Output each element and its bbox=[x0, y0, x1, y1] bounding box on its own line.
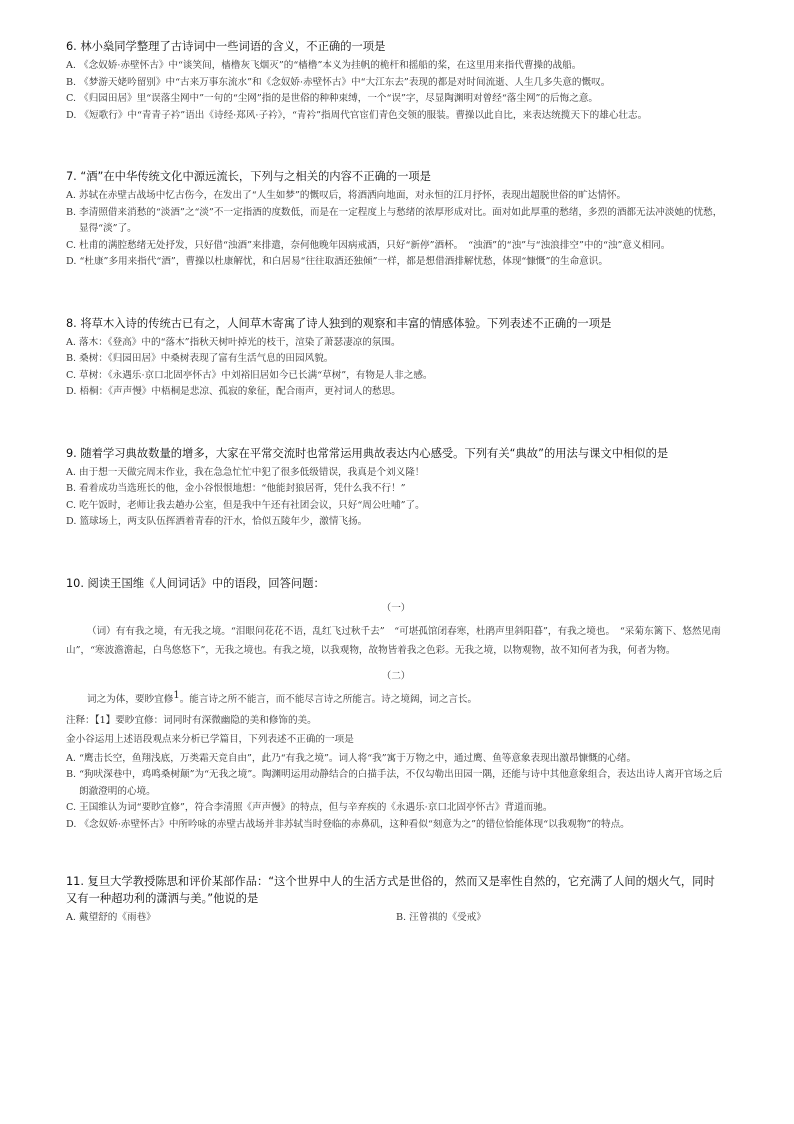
question-10-option-d: D. 《念奴娇·赤壁怀古》中所吟咏的赤壁古战场并非苏轼当时登临的赤鼻矶，这种看似“刻意为之”的错位恰能体现“以我观物”的特点。 bbox=[66, 818, 630, 830]
question-10-option-c: C. 王国维认为词“要眇宜修”，符合李清照《声声慢》的特点，但与辛弃疾的《永遇乐·京口北固亭怀古》背道而驰。 bbox=[66, 802, 553, 813]
question-8 bbox=[66, 315, 726, 401]
question-7-option-a: A. 苏轼在赤壁古战场中忆古伤今，在发出了“人生如梦”的慨叹后，将酒洒向地面，对永恒的江月抒怀，表现出超脱世俗的旷达情怀。 bbox=[66, 190, 627, 201]
question-10 bbox=[66, 575, 726, 834]
passage-1-title: （一） bbox=[381, 602, 411, 614]
question-11 bbox=[66, 873, 726, 927]
question-9-option-a: A. 由于想一天做完周末作业，我在急急忙忙中犯了很多低级错误，我真是个刘义隆！ bbox=[66, 466, 425, 478]
question-6-option-c: C. 《归园田居》里“误落尘网中”一句的“尘网”指的是世俗的种种束缚，一个“误”字，尽显陶渊明对曾经“落尘网”的后悔之意。 bbox=[66, 93, 599, 104]
question-9-option-b: B. 看着成功当选班长的他，金小谷恨恨地想：“他能封狼居胥，凭什么我不行！” bbox=[66, 483, 406, 494]
question-7-option-c: C. 杜甫的满腔愁绪无处抒发，只好借“浊酒”来排遣，奈何他晚年因病戒酒，只好“新停”酒杯。 “浊酒”的“浊”与“浊浪排空”中的“浊”意义相同。 bbox=[66, 239, 671, 251]
question-8-option-d: D. 梧桐：《声声慢》中梧桐是悲凉、孤寂的象征，配合雨声，更衬词人的愁思。 bbox=[66, 386, 401, 397]
passage-2-text bbox=[66, 690, 726, 709]
question-6-option-b: B. 《梦游天姥吟留别》中“古来万事东流水”和《念奴娇·赤壁怀古》中“大江东去”表现的都是对时间流逝、人生几多失意的慨叹。 bbox=[66, 76, 611, 88]
question-7-stem: 7. “酒”在中华传统文化中源远流长，下列与之相关的内容不正确的一项是 bbox=[66, 170, 431, 183]
question-10-option-a: A. “鹰击长空，鱼翔浅底，万类霜天竞自由”，此乃“有我之境”。词人将“我”寓于万物之中，通过鹰、鱼等意象表现出激昂慷慨的心绪。 bbox=[66, 752, 637, 764]
passage-2-text-a: 词之为体，要眇宜修 bbox=[87, 693, 174, 705]
question-11-option-a: A. 戴望舒的《雨巷》 bbox=[66, 912, 156, 923]
question-9-option-d: D. 篮球场上，两支队伍挥洒着青春的汗水，恰似五陵年少，激情飞扬。 bbox=[66, 516, 368, 527]
question-8-option-c: C. 草树：《永遇乐·京口北固亭怀古》中刘裕旧居如今已长满“草树”，有物是人非之感。 bbox=[66, 369, 433, 381]
question-10-stem: 10. 阅读王国维《人间词话》中的语段，回答问题： bbox=[66, 576, 325, 590]
question-8-stem: 8. 将草木入诗的传统古已有之，人间草木寄寓了诗人独到的观察和丰富的情感体验。下列表述不正确的一项是 bbox=[66, 316, 612, 330]
passage-2-title: （二） bbox=[381, 670, 411, 682]
passage-2-text-b: 。能言诗之所不能言，而不能尽言诗之所能言。诗之境阔，词之言长。 bbox=[179, 693, 478, 705]
passage-1-text: （词）有有我之境，有无我之境。“泪眼问花花不语，乱红飞过秋千去” “可堪孤馆闭春寒，杜鹃声里斜阳暮”，有我之境也。 “采菊东篱下、悠然见南山”，“寒波澹澹起，白鸟悠悠下”，无我之境也。有我之境，以我观物，故物皆着我之色彩。无我之境，以物观物，故不知何者为我，何者为物。 bbox=[66, 625, 721, 656]
question-11-stem: 11. 复旦大学教授陈思和评价某部作品：“这个世界中人的生活方式是世俗的，然而又是率性自然的，它充满了人间的烟火气，同时又有一种超功利的潇洒与美。”他说的是 bbox=[66, 875, 715, 905]
question-6-option-d: D. 《短歌行》中“青青子衿”语出《诗经·郑风·子衿》，“青衿”指周代官宦们青色交领的服装。曹操以此自比，来表达统揽天下的雄心壮志。 bbox=[66, 109, 648, 121]
question-6-option-a: A. 《念奴娇·赤壁怀古》中“谈笑间，樯橹灰飞烟灭”的“樯橹”本义为挂帆的桅杆和摇船的桨，在这里用来指代曹操的战船。 bbox=[66, 60, 582, 71]
question-10-prompt: 金小谷运用上述语段观点来分析已学篇目，下列表述不正确的一项是 bbox=[66, 733, 354, 745]
passage-note: 注释：【1】要眇宜修：词同时有深微幽隐的美和修饰的美。 bbox=[66, 714, 317, 726]
question-7 bbox=[66, 168, 726, 271]
question-9 bbox=[66, 445, 726, 531]
footnote-marker: 1 bbox=[173, 689, 180, 701]
question-7-option-b: B. 李清照借来消愁的“淡酒”之“淡”不一定指酒的度数低，而是在一定程度上与愁绪的浓厚形成对比。面对如此厚重的愁绪，多烈的酒都无法冲淡她的忧愁，显得“淡”了。 bbox=[66, 206, 723, 234]
exam-page bbox=[66, 38, 726, 927]
question-7-option-d: D. “杜康”多用来指代“酒”，曹操以杜康解忧，和白居易“往往取酒还独倾”一样，都是想借酒排解忧愁，体现“慷慨”的生命意识。 bbox=[66, 256, 608, 267]
question-6 bbox=[66, 38, 726, 124]
question-8-option-b: B. 桑树：《归园田居》中桑树表现了富有生活气息的田园风貌。 bbox=[66, 353, 334, 364]
question-11-options bbox=[66, 910, 726, 927]
question-9-stem: 9. 随着学习典故数量的增多，大家在平常交流时也常常运用典故表达内心感受。下列有关“典故”的用法与课文中相似的是 bbox=[66, 446, 669, 460]
question-9-option-c: C. 吃午饭时，老师让我去趟办公室，但是我中午还有社团会议，只好“周公吐哺”了。 bbox=[66, 499, 425, 511]
question-6-stem: 6. 林小燊同学整理了古诗词中一些词语的含义，不正确的一项是 bbox=[66, 40, 386, 53]
question-8-option-a: A. 落木：《登高》中的“落木”指秋天树叶掉光的枝干，渲染了萧瑟凄凉的氛围。 bbox=[66, 336, 401, 348]
question-10-option-b: B. “狗吠深巷中，鸡鸣桑树颠”为“无我之境”。陶渊明运用动静结合的白描手法，不仅勾勒出田园一隅，还能与诗中其他意象组合，表达出诗人离开官场之后朗澈澄明的心境。 bbox=[66, 769, 723, 797]
question-11-option-b: B. 汪曾祺的《受戒》 bbox=[396, 912, 486, 923]
